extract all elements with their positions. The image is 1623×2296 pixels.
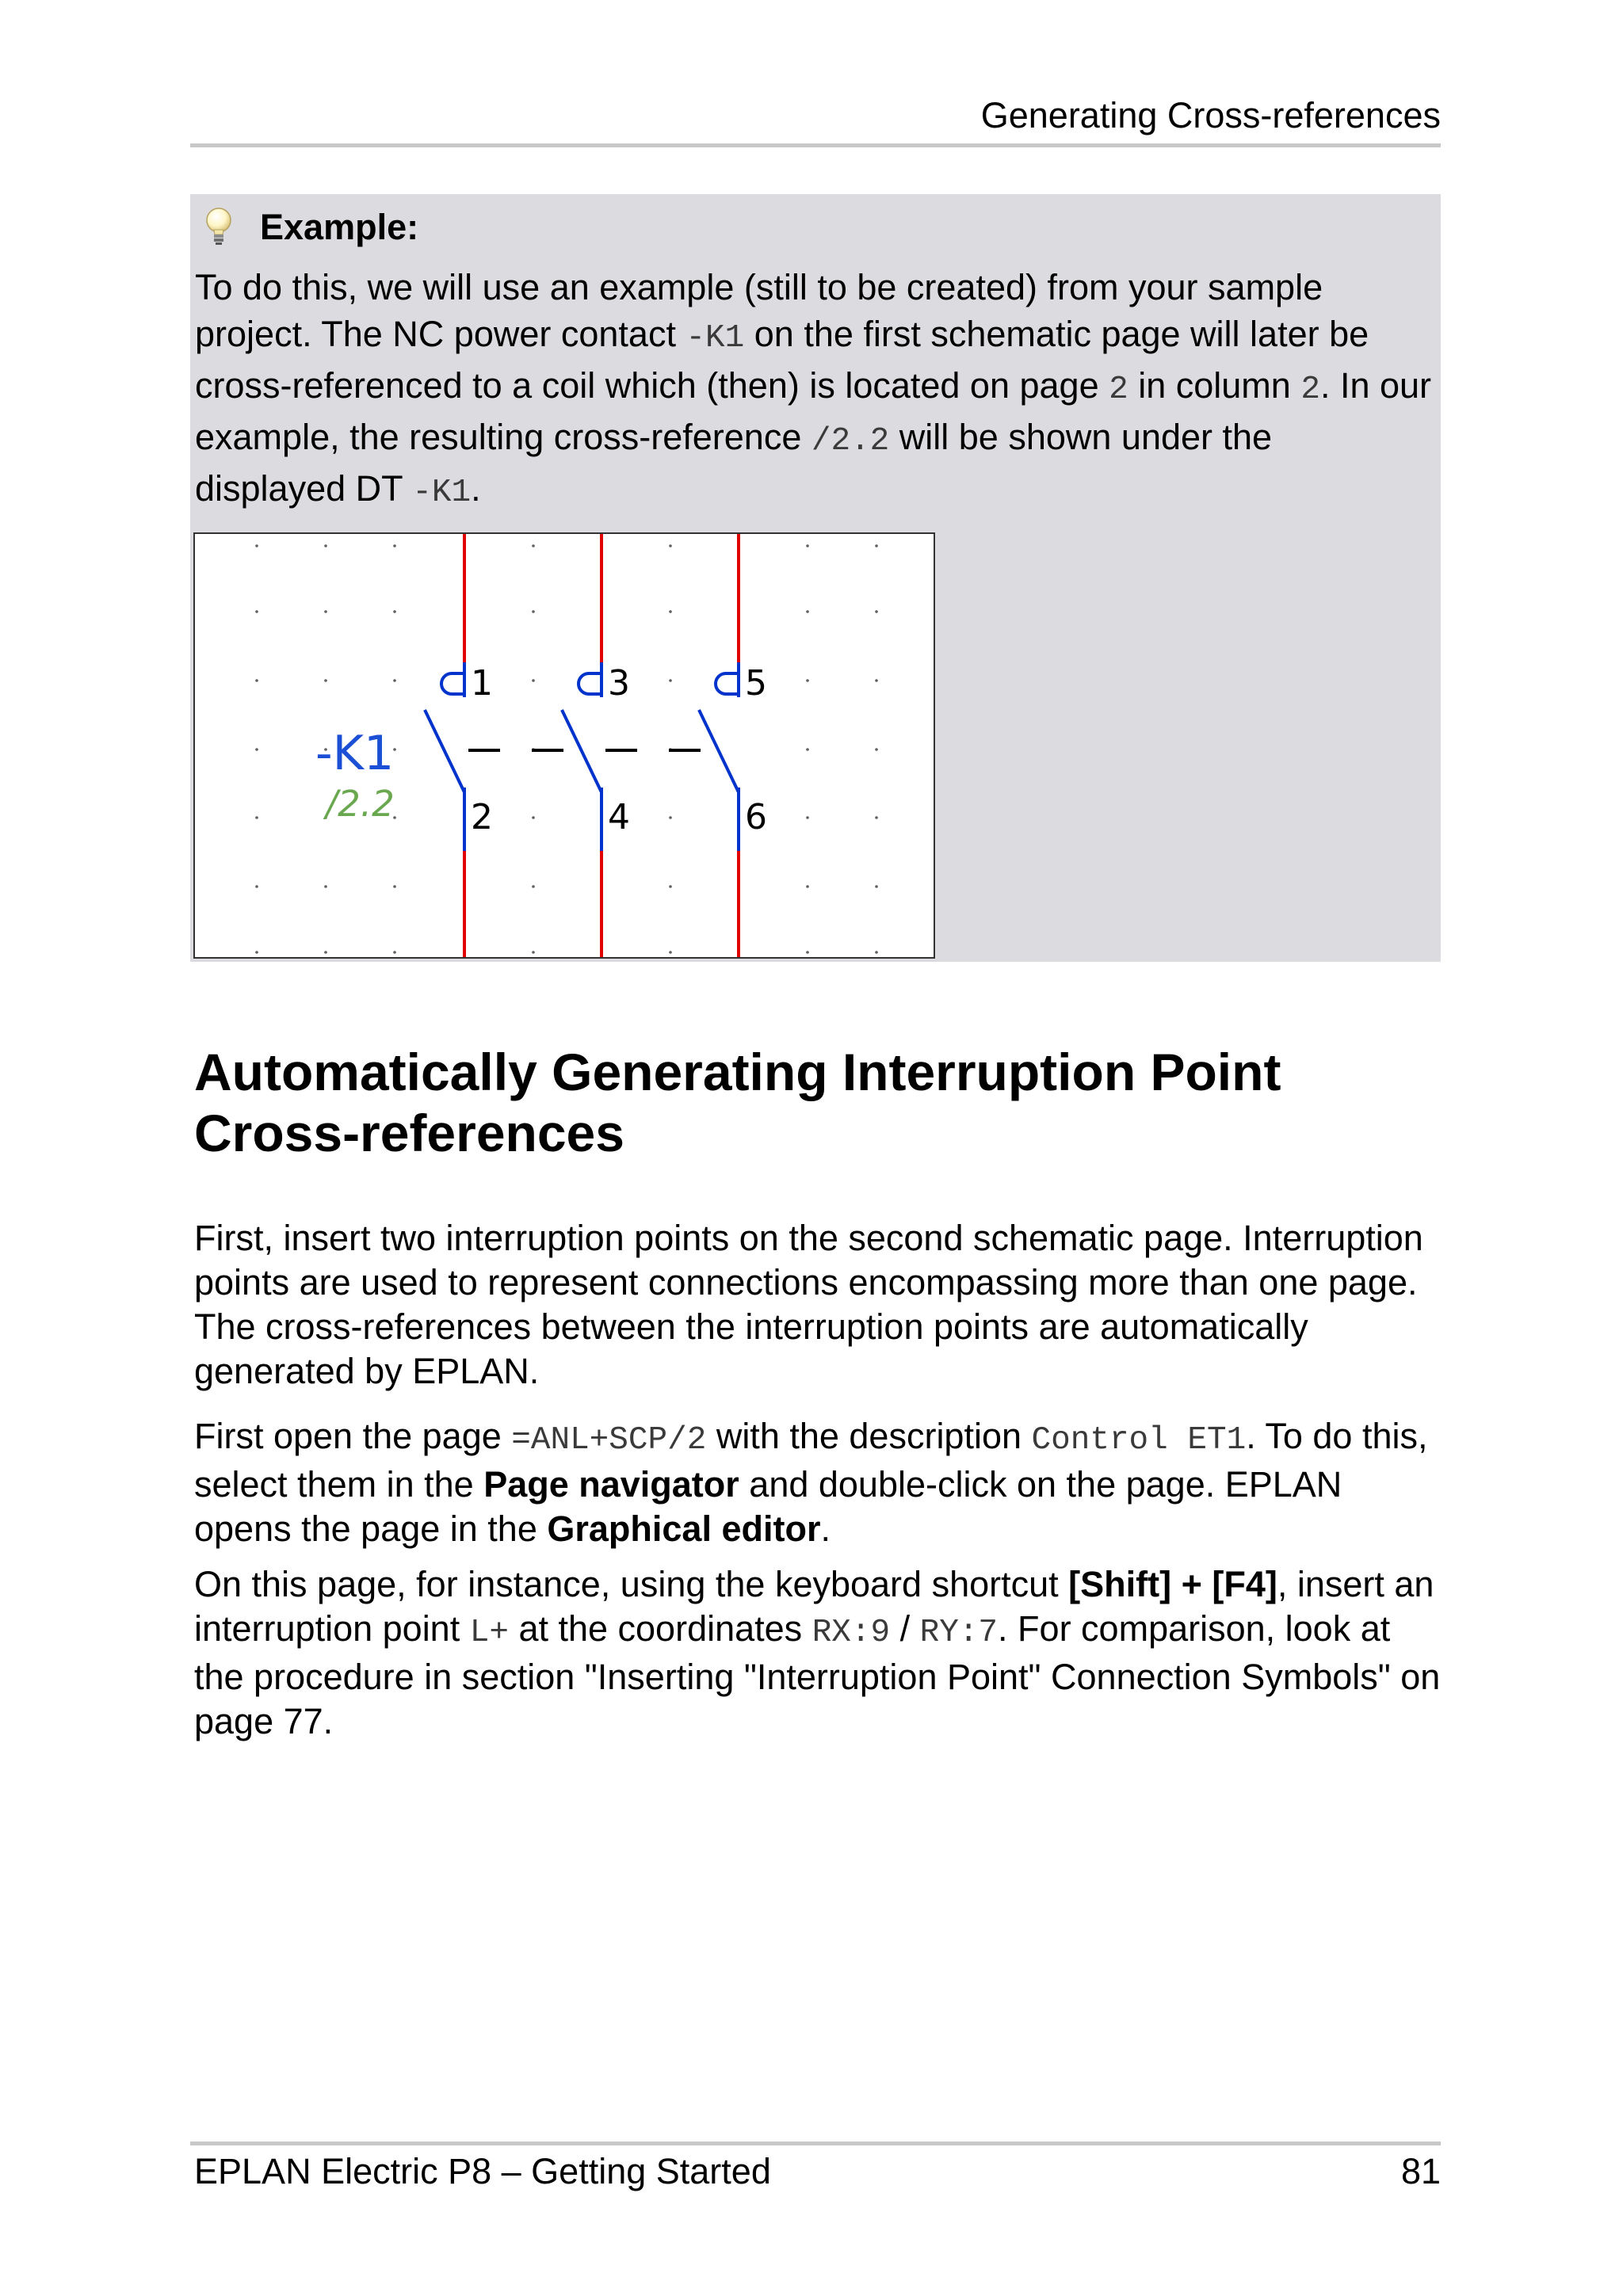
grid-dot <box>532 951 535 954</box>
text-run: On this page, for instance, using the keyboard shortcut <box>194 1564 1069 1604</box>
grid-dot <box>255 544 258 547</box>
grid-dot <box>532 885 535 888</box>
code-page-name: =ANL+SCP/2 <box>511 1422 707 1459</box>
code-coordinate-x: RX:9 <box>812 1615 891 1651</box>
grid-dot <box>669 679 672 682</box>
text-run: . For comparison, look at the procedure in section "Inserting "Interruption Point" Connection Symbols" on page 77. <box>194 1608 1441 1741</box>
grid-dot <box>255 885 258 888</box>
text-run: , insert an interruption point <box>194 1564 1434 1649</box>
section-title: Automatically Generating Interruption Point Cross-references <box>194 1043 1281 1162</box>
grid-dot <box>393 951 396 954</box>
grid-dot <box>806 885 809 888</box>
grid-dot <box>669 951 672 954</box>
page-number: 81 <box>1400 2151 1441 2191</box>
grid-dot <box>875 816 878 819</box>
ui-term-graphical-editor: Graphical editor <box>547 1508 821 1549</box>
grid-dot <box>393 610 396 613</box>
grid-dot <box>393 544 396 547</box>
contact-pole-1 <box>425 662 464 851</box>
device-tag: -K1 <box>315 726 395 781</box>
text-run: . <box>471 468 481 509</box>
grid-dot <box>324 679 327 682</box>
grid-dot <box>532 816 535 819</box>
text-run: / <box>890 1608 920 1649</box>
grid-dot <box>393 679 396 682</box>
grid-dot <box>875 885 878 888</box>
pin-label-4: 4 <box>608 797 630 837</box>
grid-dot <box>669 544 672 547</box>
grid-dot <box>532 544 535 547</box>
example-heading <box>200 204 418 251</box>
text-run: in column <box>1128 365 1301 406</box>
code-device-tag: -K1 <box>685 320 745 357</box>
grid-dot <box>806 816 809 819</box>
grid-dot <box>669 885 672 888</box>
ui-term-page-navigator: Page navigator <box>483 1464 739 1505</box>
code-device-tag: -K1 <box>412 475 472 511</box>
grid-dot <box>532 679 535 682</box>
grid-dot <box>255 610 258 613</box>
code-interruption-point-name: L+ <box>469 1615 509 1651</box>
grid-dot <box>806 679 809 682</box>
lightbulb-icon <box>200 205 238 250</box>
grid-dot <box>806 610 809 613</box>
example-paragraph <box>195 264 1431 517</box>
grid-dot <box>669 816 672 819</box>
paragraph-interruption-points: First, insert two interruption points on the second schematic page. Interruption points are used to represent connections encompassing more than one page. The cross-references between the interruption points are automatically generated by EPLAN. <box>194 1218 1423 1391</box>
grid-dot <box>393 885 396 888</box>
grid-dot <box>806 544 809 547</box>
text-run: on the first schematic page will later be cross-referenced to a coil which (then) is located on page <box>195 314 1369 406</box>
text-run: . In our example, the resulting cross-reference <box>195 365 1432 457</box>
footer-title: EPLAN Electric P8 – Getting Started <box>194 2151 771 2191</box>
text-run: First open the page <box>194 1416 512 1456</box>
grid-dot <box>324 885 327 888</box>
pin-label-3: 3 <box>608 663 630 704</box>
grid-dot <box>875 544 878 547</box>
contact-pole-2 <box>562 662 601 851</box>
grid-dot <box>255 951 258 954</box>
grid-dot <box>255 816 258 819</box>
schematic-canvas <box>195 534 934 957</box>
footer-rule <box>190 2142 1441 2145</box>
grid-dot <box>806 951 809 954</box>
grid-dot <box>875 679 878 682</box>
text-run: at the coordinates <box>508 1608 812 1649</box>
pin-label-5: 5 <box>745 663 767 704</box>
text-run: . To do this, select them in the <box>194 1416 1428 1505</box>
grid-dot <box>324 951 327 954</box>
text-run: will be shown under the displayed DT <box>195 417 1273 509</box>
grid-dot <box>875 951 878 954</box>
pin-label-2: 2 <box>471 797 493 837</box>
text-run: To do this, we will use an example (still to be created) from your sample project. The NC power contact <box>195 267 1323 354</box>
grid-dot <box>875 748 878 751</box>
code-cross-reference: /2.2 <box>811 423 890 460</box>
header-rule <box>190 143 1441 147</box>
contact-pole-3 <box>699 662 739 851</box>
keyboard-shortcut: [Shift] + [F4] <box>1068 1564 1277 1604</box>
grid-dot <box>669 610 672 613</box>
running-header: Generating Cross-references <box>980 95 1441 135</box>
code-page-number: 2 <box>1109 372 1128 408</box>
text-run: and double-click on the page. EPLAN opens the page in the <box>194 1464 1342 1549</box>
grid-dot <box>255 748 258 751</box>
grid-dot <box>875 610 878 613</box>
paragraph-open-page <box>194 1414 1442 1551</box>
paragraph-insert-interruption-point <box>194 1562 1442 1744</box>
grid-dot <box>324 610 327 613</box>
example-box <box>190 194 1441 962</box>
grid-dot <box>532 610 535 613</box>
grid-dot <box>255 679 258 682</box>
text-run: . <box>820 1508 831 1549</box>
code-page-description: Control ET1 <box>1031 1422 1247 1459</box>
grid-dot <box>324 544 327 547</box>
code-column-number: 2 <box>1300 372 1320 408</box>
schematic-image <box>193 532 935 959</box>
text-run: with the description <box>706 1416 1032 1456</box>
code-coordinate-y: RY:7 <box>919 1615 999 1651</box>
grid-dot <box>806 748 809 751</box>
example-label: Example: <box>260 207 419 247</box>
pin-label-6: 6 <box>745 797 767 837</box>
pin-label-1: 1 <box>471 663 493 704</box>
cross-reference-label: /2.2 <box>326 783 395 825</box>
